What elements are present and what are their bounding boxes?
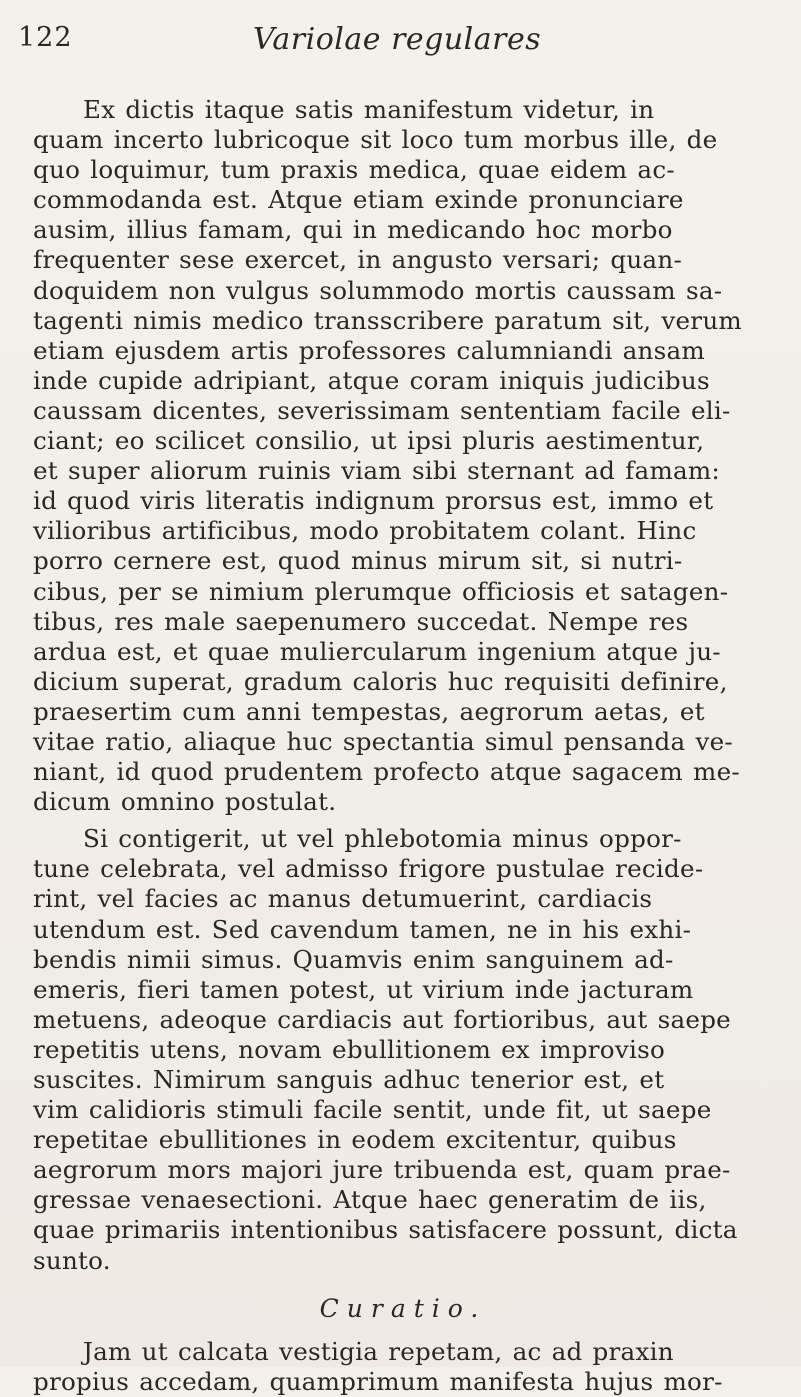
text-line: rint, vel facies ac manus detumuerint, cardiacis [33, 884, 653, 914]
body-text [33, 95, 773, 1397]
text-line: vim calidioris stimuli facile sentit, unde fit, ut saepe [33, 1095, 712, 1125]
text-line: id quod viris literatis indignum prorsus est, immo et [33, 486, 714, 516]
text-line: aegrorum mors majori jure tribuenda est, quam prae- [33, 1155, 731, 1185]
text-line: vitae ratio, aliaque huc spectantia simul pensanda ve- [33, 726, 733, 756]
text-line: etiam ejusdem artis professores calumniandi ansam [33, 335, 706, 365]
running-title: Variolae regulares [253, 22, 542, 57]
text-line: porro cernere est, quod minus mirum sit, si nutri- [33, 546, 683, 576]
text-line: Jam ut calcata vestigia repetam, ac ad praxin [83, 1336, 674, 1366]
text-line: ardua est, et quae muliercularum ingenium atque ju- [33, 636, 721, 666]
text-line: vilioribus artificibus, modo probitatem colant. Hinc [33, 516, 697, 546]
text-line: suscites. Nimirum sanguis adhuc tenerior est, et [33, 1065, 665, 1094]
text-line: tune celebrata, vel admisso frigore pustulae recide- [33, 854, 704, 884]
text-line: commodanda est. Atque etiam exinde pronunciare [33, 185, 684, 215]
text-line: ciant; eo scilicet consilio, ut ipsi pluris aestimentur, [33, 426, 705, 456]
text-line: Ex dictis itaque satis manifestum videtur, in [83, 95, 655, 124]
text-line: et super aliorum ruinis viam sibi sternant ad famam: [33, 456, 721, 486]
text-line: praesertim cum anni tempestas, aegrorum aetas, et [33, 696, 705, 726]
text-line: sunto. [33, 1245, 111, 1275]
text-line: tibus, res male saepenumero succedat. Nempe res [33, 606, 689, 636]
text-line: niant, id quod prudentem profecto atque sagacem me- [33, 757, 740, 787]
text-line: dicium superat, gradum caloris huc requisiti definire, [33, 666, 728, 696]
text-line: propius accedam, quamprimum manifesta hujus mor- [33, 1366, 723, 1396]
text-line: doquidem non vulgus solummodo mortis caussam sa- [33, 275, 723, 305]
text-line: bendis nimii simus. Quamvis enim sanguinem ad- [33, 944, 674, 974]
paragraph-1 [33, 95, 773, 817]
text-line: metuens, adeoque cardiacis aut fortioribus, aut saepe [33, 1004, 731, 1034]
text-line: quae primariis intentionibus satisfacere possunt, dicta [33, 1215, 738, 1245]
text-line: tagenti nimis medico transscribere paratum sit, verum [33, 305, 742, 335]
text-line: caussam dicentes, severissimam sententiam facile eli- [33, 395, 731, 425]
text-line: quo loquimur, tum praxis medica, quae eidem ac- [33, 155, 675, 185]
text-line: Si contigerit, ut vel phlebotomia minus oppor- [83, 824, 682, 854]
text-line: repetitae ebullitiones in eodem excitentur, quibus [33, 1125, 677, 1155]
text-line: inde cupide adripiant, atque coram iniquis judicibus [33, 365, 710, 395]
paragraph-2 [33, 824, 773, 1275]
text-line: dicum omnino postulat. [33, 787, 337, 817]
text-line: quam incerto lubricoque sit loco tum morbus ille, de [33, 125, 718, 155]
page-number: 122 [18, 22, 73, 53]
paragraph-gap [33, 817, 773, 824]
text-line: repetitis utens, novam ebullitionem ex improviso [33, 1034, 666, 1064]
text-line: emeris, fieri tamen potest, ut virium inde jacturam [33, 974, 694, 1004]
text-line: utendum est. Sed cavendum tamen, ne in his exhi- [33, 914, 692, 944]
text-line: cibus, per se nimium plerumque officiosis et satagen- [33, 576, 729, 606]
page-header [18, 22, 788, 62]
text-line: ausim, illius famam, qui in medicando hoc morbo [33, 215, 673, 245]
section-heading: Curatio. [319, 1293, 487, 1323]
text-line: gressae venaesectioni. Atque haec generatim de iis, [33, 1185, 707, 1215]
text-line: frequenter sese exercet, in angusto versari; quan- [33, 245, 682, 275]
